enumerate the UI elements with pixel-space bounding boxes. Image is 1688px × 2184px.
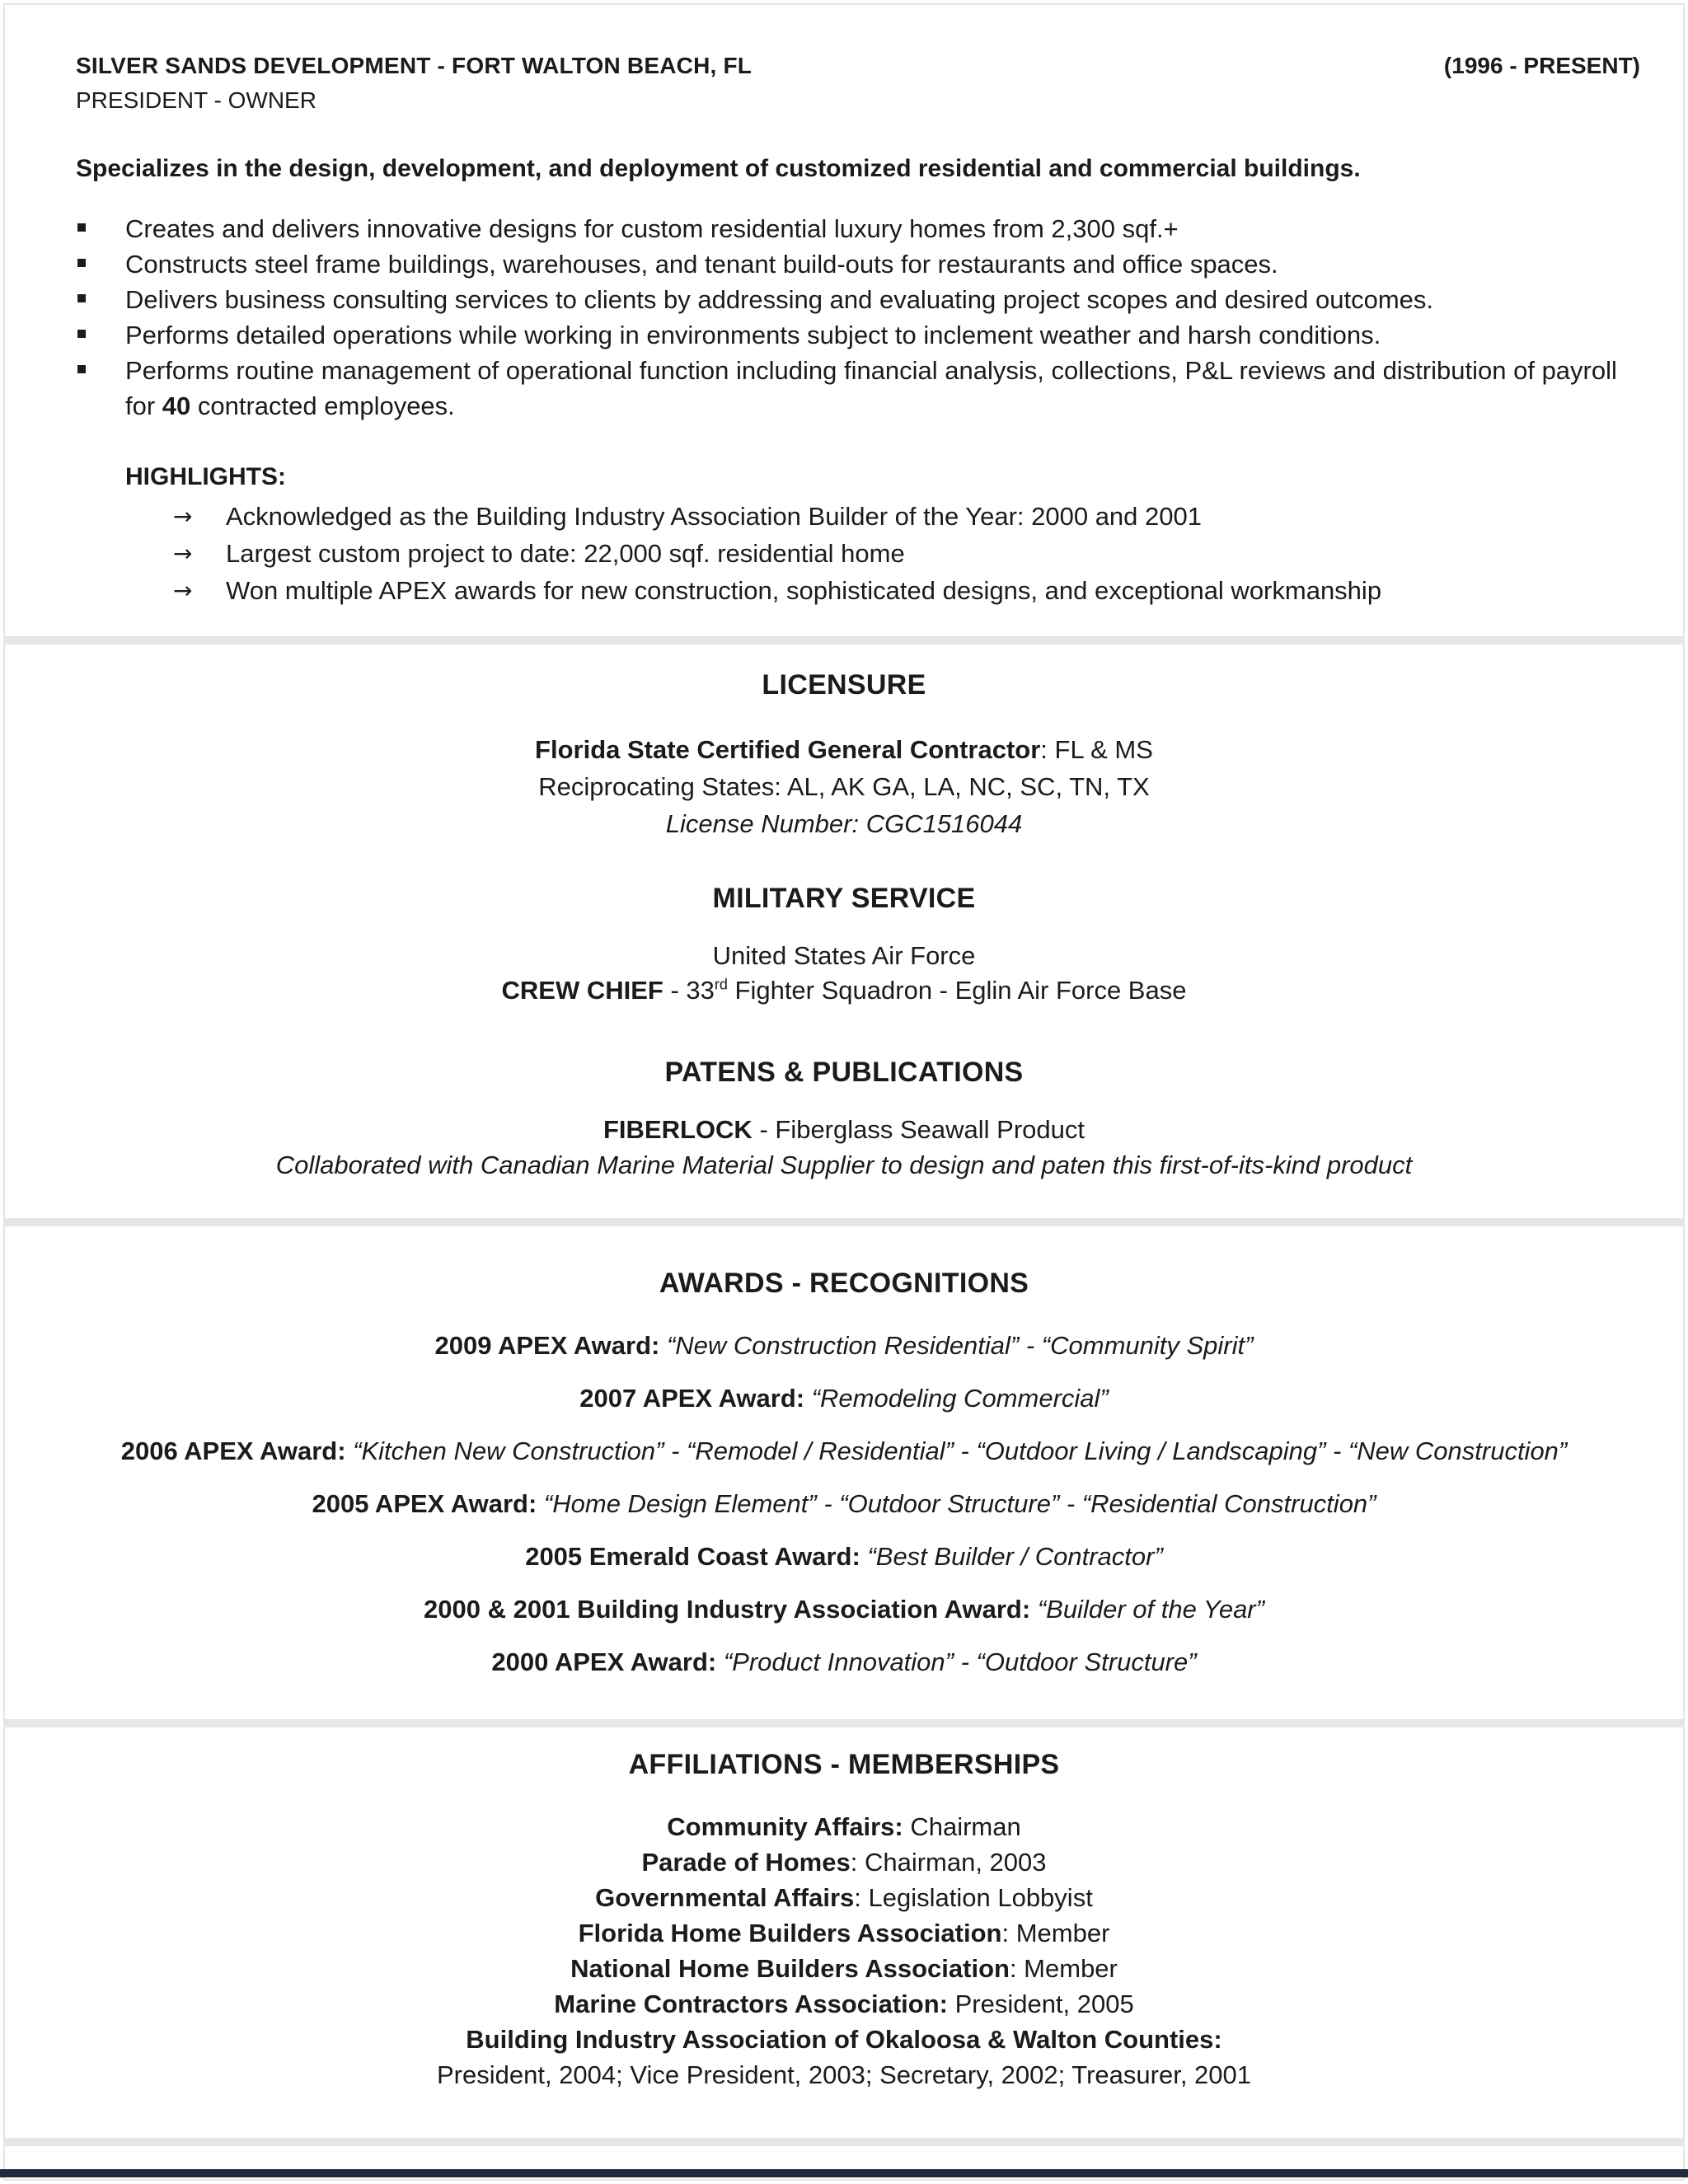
list-item: Constructs steel frame buildings, warehouses, and tenant build-outs for restaurants and office spaces. xyxy=(76,246,1642,282)
patents-heading: PATENS & PUBLICATIONS xyxy=(664,1057,1024,1088)
employment-dates: (1996 - PRESENT) xyxy=(1443,53,1640,78)
affiliation-item: Governmental Affairs: Legislation Lobbyist xyxy=(595,1883,1093,1912)
square-bullet-icon xyxy=(77,330,86,338)
list-item: Creates and delivers innovative designs for custom residential luxury homes from 2,300 sqf.+ xyxy=(76,211,1642,246)
section-divider xyxy=(3,636,1685,644)
award-item: 2000 & 2001 Building Industry Association Award: “Builder of the Year” xyxy=(424,1595,1264,1624)
association-offices: President, 2004; Vice President, 2003; Secretary, 2002; Treasurer, 2001 xyxy=(436,2060,1252,2089)
section-divider xyxy=(3,2138,1685,2146)
affiliation-item: National Home Builders Association: Member xyxy=(570,1954,1118,1983)
list-item: Performs routine management of operational function including financial analysis, collections, P&L reviews and distribution of payroll for 40 contracted employees. xyxy=(76,353,1642,424)
job-title: PRESIDENT - OWNER xyxy=(76,87,316,113)
award-item: 2006 APEX Award: “Kitchen New Construction” - “Remodel / Residential” - “Outdoor Living / Landscaping” - “New Construction” xyxy=(120,1436,1568,1465)
responsibility-list xyxy=(76,211,1642,424)
military-heading: MILITARY SERVICE xyxy=(712,883,976,914)
patent-description: Collaborated with Canadian Marine Material Supplier to design and paten this first-of-its-kind product xyxy=(275,1151,1413,1179)
list-item: Delivers business consulting services to clients by addressing and evaluating project scopes and desired outcomes. xyxy=(76,282,1642,317)
award-item: 2000 APEX Award: “Product Innovation” - “Outdoor Structure” xyxy=(491,1647,1197,1676)
footer-rule xyxy=(0,2169,1688,2177)
award-item: 2009 APEX Award: “New Construction Residential” - “Community Spirit” xyxy=(434,1331,1254,1360)
section-divider xyxy=(3,1719,1685,1727)
award-item: 2007 APEX Award: “Remodeling Commercial” xyxy=(579,1384,1109,1413)
license-number-line: License Number: CGC1516044 xyxy=(665,809,1023,838)
square-bullet-icon xyxy=(77,259,86,267)
affiliation-item: Parade of Homes: Chairman, 2003 xyxy=(641,1848,1047,1877)
list-item: → Won multiple APEX awards for new construction, sophisticated designs, and exceptional workmanship xyxy=(173,572,1657,609)
arrow-right-icon: → xyxy=(173,577,193,604)
list-item: → Largest custom project to date: 22,000 sqf. residential home xyxy=(173,535,1657,572)
list-item: Performs detailed operations while working in environments subject to inclement weather and harsh conditions. xyxy=(76,317,1642,353)
highlights-list xyxy=(173,498,1657,609)
affiliations-heading: AFFILIATIONS - MEMBERSHIPS xyxy=(628,1749,1060,1780)
square-bullet-icon xyxy=(77,223,86,232)
award-item: 2005 APEX Award: “Home Design Element” - “Outdoor Structure” - “Residential Construction” xyxy=(312,1489,1376,1518)
affiliation-item: Florida Home Builders Association: Member xyxy=(578,1919,1110,1947)
arrow-right-icon: → xyxy=(173,503,193,530)
reciprocating-states: Reciprocating States: AL, AK GA, LA, NC, SC, TN, TX xyxy=(538,772,1150,801)
square-bullet-icon xyxy=(77,294,86,302)
military-branch: United States Air Force xyxy=(712,941,976,970)
award-item: 2005 Emerald Coast Award: “Best Builder / Contractor” xyxy=(525,1542,1163,1571)
military-role: CREW CHIEF - 33rd Fighter Squadron - Eglin Air Force Base xyxy=(501,976,1187,1005)
list-item: → Acknowledged as the Building Industry Association Builder of the Year: 2000 and 2001 xyxy=(173,498,1657,535)
affiliation-item: Building Industry Association of Okaloosa & Walton Counties: xyxy=(466,2025,1222,2054)
licensure-heading: LICENSURE xyxy=(762,669,926,701)
affiliation-item: Community Affairs: Chairman xyxy=(667,1812,1021,1841)
highlights-label: HIGHLIGHTS: xyxy=(125,463,286,490)
arrow-right-icon: → xyxy=(173,540,193,567)
company-summary: Specializes in the design, development, and deployment of customized residential and commercial buildings. xyxy=(76,155,1361,182)
awards-heading: AWARDS - RECOGNITIONS xyxy=(659,1268,1029,1299)
affiliation-item: Marine Contractors Association: President, 2005 xyxy=(554,1990,1134,2018)
certification-line: Florida State Certified General Contractor: FL & MS xyxy=(535,735,1153,764)
patent-product: FIBERLOCK - Fiberglass Seawall Product xyxy=(603,1115,1085,1144)
section-divider xyxy=(3,1218,1685,1226)
square-bullet-icon xyxy=(77,365,86,373)
company-name: SILVER SANDS DEVELOPMENT - FORT WALTON BEACH, FL xyxy=(76,53,753,78)
